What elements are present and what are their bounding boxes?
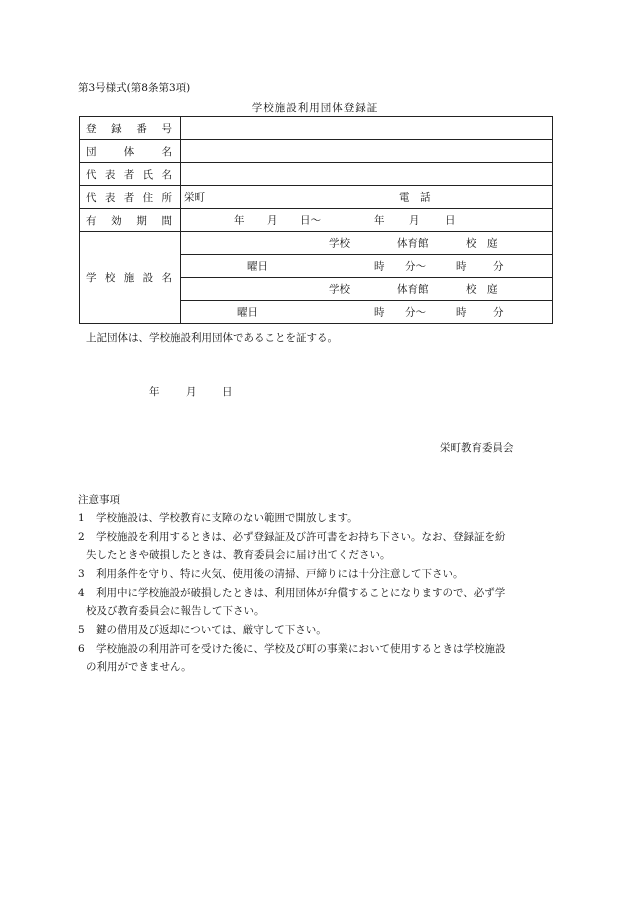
note-text: 学校施設を利用するときは、必ず登録証及び許可書をお持ち下さい。なお、登録証を紛 <box>96 531 506 543</box>
note-item <box>78 641 506 657</box>
label-school-facility <box>80 232 181 324</box>
label-char: 住 <box>142 191 154 204</box>
validity-from-month: 月 <box>267 214 278 227</box>
facility-yard: 校 庭 <box>466 283 498 296</box>
form-id: 第3号様式(第8条第3項) <box>78 82 191 94</box>
value-schedule-1[interactable] <box>181 255 553 278</box>
phone-label: 電 話 <box>399 191 431 204</box>
note-text: 学校施設は、学校教育に支障のない範囲で開放します。 <box>96 512 358 524</box>
note-number: 6 <box>78 643 85 655</box>
facility-gym: 体育館 <box>397 237 429 250</box>
note-number: 2 <box>78 531 85 543</box>
note-text-continued: の利用ができません。 <box>86 661 192 673</box>
note-text-continued: 失したときや破損したときは、教育委員会に届け出てください。 <box>86 549 391 561</box>
note-item <box>78 566 464 582</box>
validity-from-day: 日～ <box>300 214 321 227</box>
schedule-to-minute: 分 <box>493 260 504 273</box>
value-facility-2[interactable] <box>181 278 553 301</box>
label-char: 者 <box>123 168 135 181</box>
label-char: 効 <box>111 214 122 227</box>
schedule-from-minute: 分～ <box>405 260 426 273</box>
validity-from-year: 年 <box>234 214 245 227</box>
facility-school: 学校 <box>329 237 350 250</box>
note-text: 利用条件を守り、特に火気、使用後の清掃、戸締りには十分注意して下さい。 <box>96 568 464 580</box>
schedule-from-hour: 時 <box>374 260 385 273</box>
note-number: 1 <box>78 512 85 524</box>
value-schedule-2[interactable] <box>181 301 553 324</box>
label-char: 有 <box>86 214 97 227</box>
label-char: 名 <box>161 272 172 284</box>
notes-title: 注意事項 <box>78 494 120 506</box>
label-char: 団 <box>86 145 97 158</box>
label-representative-name <box>80 163 181 186</box>
address-town: 栄町 <box>184 191 205 204</box>
note-text: 利用中に学校施設が破損したときは、利用団体が弁償することになりますので、必ず学 <box>96 587 506 599</box>
label-char: 号 <box>161 122 172 135</box>
schedule-to-minute: 分 <box>493 306 504 319</box>
value-group-name[interactable] <box>181 140 553 163</box>
label-char: 代 <box>86 191 97 204</box>
value-representative-name[interactable] <box>181 163 553 186</box>
label-char: 番 <box>136 122 147 135</box>
issuer: 栄町教育委員会 <box>440 442 514 454</box>
schedule-to-hour: 時 <box>456 260 467 273</box>
label-char: 学 <box>86 272 97 284</box>
validity-to-day: 日 <box>445 214 456 227</box>
schedule-to-hour: 時 <box>456 306 467 319</box>
issue-date-year: 年 <box>149 386 160 398</box>
facility-gym: 体育館 <box>397 283 429 296</box>
note-text: 学校施設の利用許可を受けた後に、学校及び町の事業において使用するときは学校施設 <box>96 643 506 655</box>
issue-date-month: 月 <box>186 386 197 398</box>
note-number: 4 <box>78 587 85 599</box>
note-item <box>78 622 327 638</box>
row-group-name <box>80 140 553 163</box>
note-number: 3 <box>78 568 85 580</box>
label-char: 表 <box>104 168 116 181</box>
label-char: 間 <box>161 214 172 227</box>
value-representative-address[interactable] <box>181 186 553 209</box>
schedule-weekday: 曜日 <box>237 306 258 319</box>
label-char: 所 <box>161 191 172 204</box>
label-group-name <box>80 140 181 163</box>
label-char: 表 <box>104 191 116 204</box>
note-item <box>78 585 505 601</box>
row-representative-address <box>80 186 553 209</box>
label-char: 設 <box>142 272 154 284</box>
label-char: 登 <box>86 122 97 135</box>
label-char: 氏 <box>142 168 154 181</box>
facility-yard: 校 庭 <box>466 237 498 250</box>
label-char: 名 <box>161 145 172 158</box>
schedule-weekday: 曜日 <box>247 260 268 273</box>
label-char: 者 <box>123 191 135 204</box>
note-number: 5 <box>78 624 85 636</box>
value-validity-period[interactable] <box>181 209 553 232</box>
label-char: 名 <box>161 168 172 181</box>
registration-table <box>79 116 553 324</box>
facility-school: 学校 <box>329 283 350 296</box>
row-facility-1 <box>80 232 553 255</box>
validity-to-year: 年 <box>374 214 385 227</box>
label-char: 録 <box>111 122 122 135</box>
label-validity-period <box>80 209 181 232</box>
label-char: 期 <box>136 214 147 227</box>
row-validity-period <box>80 209 553 232</box>
label-representative-address <box>80 186 181 209</box>
certification-statement: 上記団体は、学校施設利用団体であることを証する。 <box>86 332 338 344</box>
note-item <box>78 529 506 545</box>
note-item <box>78 510 358 526</box>
row-registration-number <box>80 117 553 140</box>
schedule-from-hour: 時 <box>374 306 385 319</box>
row-representative-name <box>80 163 553 186</box>
label-registration-number <box>80 117 181 140</box>
validity-to-month: 月 <box>409 214 420 227</box>
label-char: 代 <box>86 168 97 181</box>
label-char: 校 <box>104 272 116 284</box>
document-title: 学校施設利用団体登録証 <box>251 102 379 114</box>
label-char: 体 <box>123 145 135 158</box>
label-char: 施 <box>123 272 135 284</box>
value-registration-number[interactable] <box>181 117 553 140</box>
value-facility-1[interactable] <box>181 232 553 255</box>
issue-date-day: 日 <box>222 386 233 398</box>
note-text-continued: 校及び教育委員会に報告して下さい。 <box>86 605 265 617</box>
schedule-from-minute: 分～ <box>405 306 426 319</box>
note-text: 鍵の借用及び返却については、厳守して下さい。 <box>96 624 327 636</box>
